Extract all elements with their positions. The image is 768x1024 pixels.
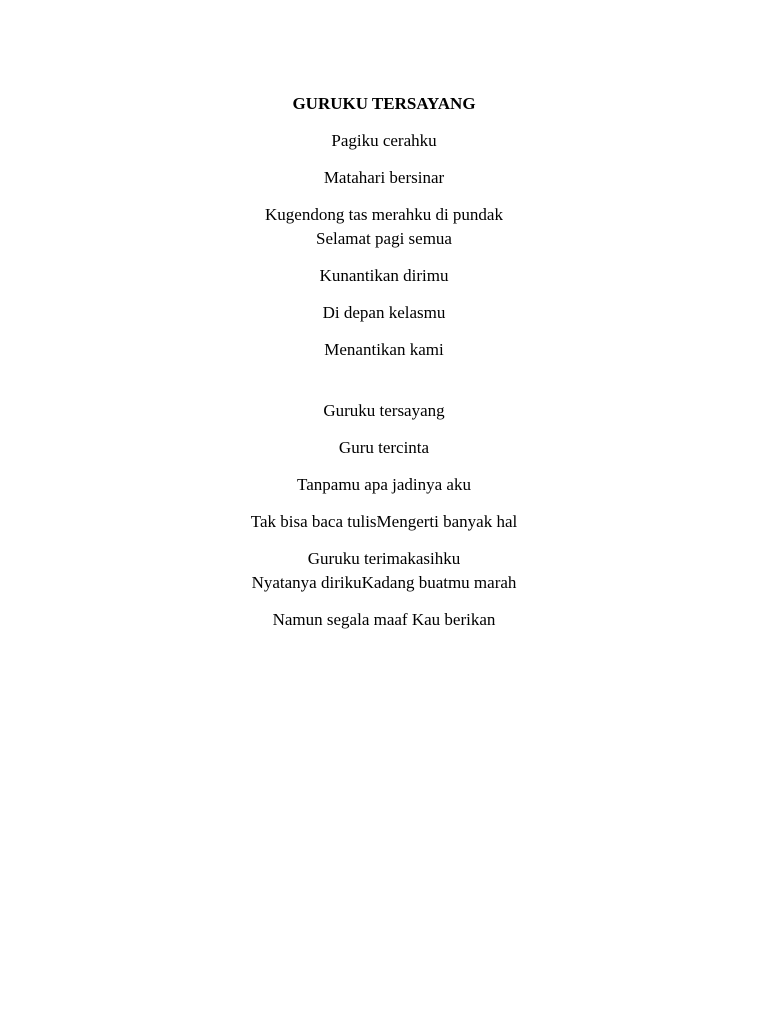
poem-line: Nyatanya dirikuKadang buatmu marah [251, 573, 517, 592]
poem-line: Pagiku cerahku [331, 131, 437, 150]
poem-line: Kunantikan dirimu [319, 266, 449, 285]
poem-line: Tak bisa baca tulisMengerti banyak hal [250, 512, 518, 531]
poem-line: Guruku tersayang [323, 401, 445, 420]
poem [0, 92, 768, 645]
poem-line: Guru tercinta [338, 438, 430, 457]
poem-line: Tanpamu apa jadinya aku [297, 475, 471, 494]
poem-line: Di depan kelasmu [322, 303, 446, 322]
poem-line: Guruku terimakasihku [307, 549, 461, 568]
poem-line: Selamat pagi semua [316, 229, 452, 248]
stanza-break [0, 375, 768, 399]
poem-line: Namun segala maaf Kau berikan [272, 610, 496, 629]
poem-line: Matahari bersinar [323, 168, 445, 187]
poem-line: Menantikan kami [324, 340, 444, 359]
poem-line: Kugendong tas merahku di pundak [265, 205, 503, 224]
poem-title: GURUKU TERSAYANG [292, 94, 476, 113]
